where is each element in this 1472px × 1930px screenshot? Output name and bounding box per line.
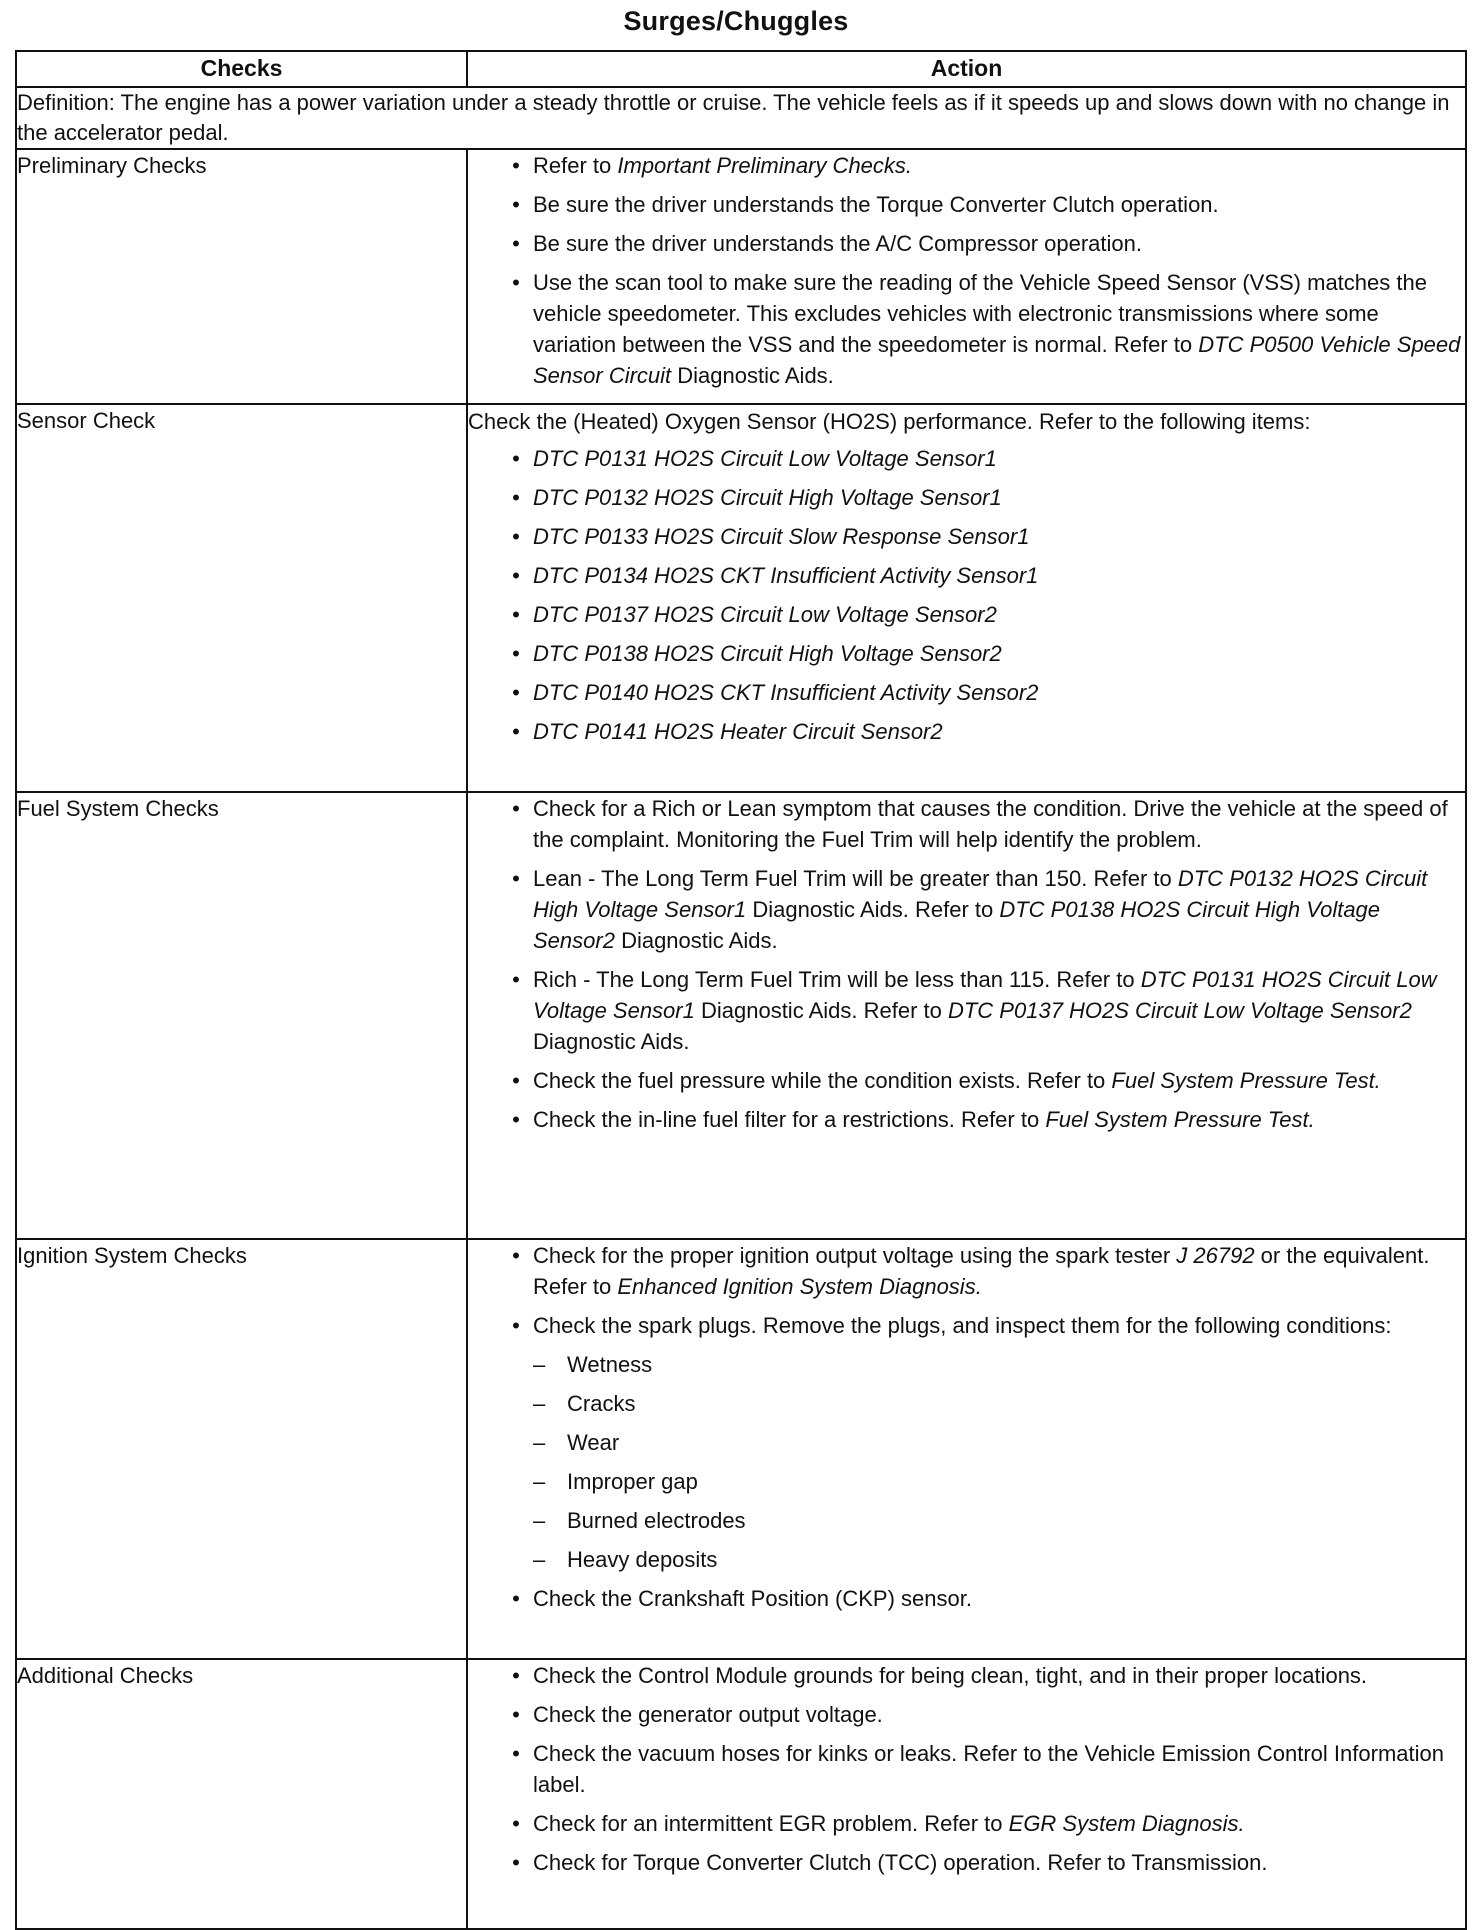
bullet-icon: •: [512, 1663, 520, 1688]
list-item: • DTC P0137 HO2S Circuit Low Voltage Sensor2: [468, 599, 1465, 630]
condition-item: – Wetness: [533, 1349, 1465, 1380]
sensor-intro: Check the (Heated) Oxygen Sensor (HO2S) performance. Refer to the following items:: [468, 409, 1311, 434]
dash-icon: –: [533, 1391, 546, 1416]
condition-item: – Cracks: [533, 1388, 1465, 1419]
bullet-icon: •: [512, 446, 520, 471]
dash-icon: –: [533, 1547, 546, 1572]
dash-icon: –: [533, 1352, 546, 1377]
list-item: • DTC P0138 HO2S Circuit High Voltage Sensor2: [468, 638, 1465, 669]
list-item: • Rich - The Long Term Fuel Trim will be less than 115. Refer to DTC P0131 HO2S Circuit Low Voltage Sensor1 Diagnostic Aids. Refer to DTC P0137 HO2S Circuit Low Voltage Sensor2 Diagnostic Aids.: [468, 964, 1465, 1057]
list-item: • DTC P0141 HO2S Heater Circuit Sensor2: [468, 716, 1465, 747]
bullet-icon: •: [512, 1313, 520, 1338]
condition-item: – Improper gap: [533, 1466, 1465, 1497]
bullet-icon: •: [512, 1586, 520, 1611]
bullet-list: [468, 1240, 1465, 1614]
bullet-icon: •: [512, 796, 520, 821]
row-label-additional: Additional Checks: [16, 1659, 467, 1929]
list-item: • Be sure the driver understands the Torque Converter Clutch operation.: [468, 189, 1465, 220]
list-item: • Check the vacuum hoses for kinks or leaks. Refer to the Vehicle Emission Control Information label.: [468, 1738, 1465, 1800]
page-title: Surges/Chuggles: [623, 6, 849, 36]
table-row: [16, 1659, 1466, 1929]
header-action: Action: [467, 51, 1466, 87]
definition-row: [16, 87, 1466, 149]
list-item: • Check the Crankshaft Position (CKP) sensor.: [468, 1583, 1465, 1614]
bullet-icon: •: [512, 1243, 520, 1268]
list-item: • Check the fuel pressure while the condition exists. Refer to Fuel System Pressure Test.: [468, 1065, 1465, 1096]
row-label-preliminary: Preliminary Checks: [16, 149, 467, 404]
list-item: • Check the generator output voltage.: [468, 1699, 1465, 1730]
bullet-icon: •: [512, 1741, 520, 1766]
dash-icon: –: [533, 1508, 546, 1533]
list-item: • Check for a Rich or Lean symptom that causes the condition. Drive the vehicle at the speed of the complaint. Monitoring the Fuel Trim will help identify the problem.: [468, 793, 1465, 855]
dash-icon: –: [533, 1469, 546, 1494]
list-item: • Refer to Important Preliminary Checks.: [468, 150, 1465, 181]
list-item: • Check for the proper ignition output voltage using the spark tester J 26792 or the equivalent. Refer to Enhanced Ignition System Diagnosis.: [468, 1240, 1465, 1302]
list-item: • Check the Control Module grounds for being clean, tight, and in their proper locations.: [468, 1660, 1465, 1691]
list-item: • DTC P0133 HO2S Circuit Slow Response Sensor1: [468, 521, 1465, 552]
row-label-fuel: Fuel System Checks: [16, 792, 467, 1239]
row-label-sensor: Sensor Check: [16, 404, 467, 792]
bullet-icon: •: [512, 270, 520, 295]
row-label-ignition: Ignition System Checks: [16, 1239, 467, 1659]
list-item: • Lean - The Long Term Fuel Trim will be greater than 150. Refer to DTC P0132 HO2S Circuit High Voltage Sensor1 Diagnostic Aids. Refer to DTC P0138 HO2S Circuit High Voltage Sensor2 Diagnostic Aids.: [468, 863, 1465, 956]
table-row: [16, 149, 1466, 404]
list-item: • DTC P0131 HO2S Circuit Low Voltage Sensor1: [468, 443, 1465, 474]
list-item: • DTC P0134 HO2S CKT Insufficient Activity Sensor1: [468, 560, 1465, 591]
bullet-icon: •: [512, 1702, 520, 1727]
header-checks: Checks: [16, 51, 467, 87]
row-action-fuel: [467, 792, 1466, 1239]
bullet-icon: •: [512, 866, 520, 891]
bullet-icon: •: [512, 153, 520, 178]
list-item: • Check the spark plugs. Remove the plugs, and inspect them for the following conditions: – Wetness – Cracks – Wear – Improper gap – Burned electrodes – Heavy deposits: [468, 1310, 1465, 1575]
bullet-icon: •: [512, 1107, 520, 1132]
list-item: • Check the in-line fuel filter for a restrictions. Refer to Fuel System Pressure Test.: [468, 1104, 1465, 1135]
diagnostic-table: [15, 50, 1467, 1930]
bullet-icon: •: [512, 485, 520, 510]
bullet-icon: •: [512, 1850, 520, 1875]
table-row: [16, 404, 1466, 792]
bullet-icon: •: [512, 1068, 520, 1093]
bullet-icon: •: [512, 641, 520, 666]
header-row: [16, 51, 1466, 87]
list-item: • DTC P0140 HO2S CKT Insufficient Activity Sensor2: [468, 677, 1465, 708]
condition-list: [533, 1349, 1465, 1575]
list-item: • Be sure the driver understands the A/C Compressor operation.: [468, 228, 1465, 259]
table-row: [16, 792, 1466, 1239]
bullet-icon: •: [512, 563, 520, 588]
definition-text: Definition: The engine has a power variation under a steady throttle or cruise. The vehicle feels as if it speeds up and slows down with no change in the accelerator pedal.: [16, 87, 1466, 149]
list-item: • DTC P0132 HO2S Circuit High Voltage Sensor1: [468, 482, 1465, 513]
list-item: • Check for Torque Converter Clutch (TCC) operation. Refer to Transmission.: [468, 1847, 1465, 1878]
bullet-icon: •: [512, 602, 520, 627]
row-action-ignition: [467, 1239, 1466, 1659]
bullet-icon: •: [512, 967, 520, 992]
bullet-list: [468, 793, 1465, 1135]
row-action-sensor: [467, 404, 1466, 792]
bullet-icon: •: [512, 231, 520, 256]
row-action-preliminary: [467, 149, 1466, 404]
condition-item: – Burned electrodes: [533, 1505, 1465, 1536]
bullet-icon: •: [512, 680, 520, 705]
bullet-icon: •: [512, 1811, 520, 1836]
table-row: [16, 1239, 1466, 1659]
list-item: • Check for an intermittent EGR problem. Refer to EGR System Diagnosis.: [468, 1808, 1465, 1839]
bullet-icon: •: [512, 524, 520, 549]
row-action-additional: [467, 1659, 1466, 1929]
bullet-list: [468, 150, 1465, 391]
dash-icon: –: [533, 1430, 546, 1455]
list-item: • Use the scan tool to make sure the reading of the Vehicle Speed Sensor (VSS) matches the vehicle speedometer. This excludes vehicles with electronic transmissions where some variation between the VSS and the speedometer is normal. Refer to DTC P0500 Vehicle Speed Sensor Circuit Diagnostic Aids.: [468, 267, 1465, 391]
bullet-list: [468, 443, 1465, 747]
condition-item: – Heavy deposits: [533, 1544, 1465, 1575]
bullet-icon: •: [512, 192, 520, 217]
bullet-icon: •: [512, 719, 520, 744]
condition-item: – Wear: [533, 1427, 1465, 1458]
bullet-list: [468, 1660, 1465, 1878]
